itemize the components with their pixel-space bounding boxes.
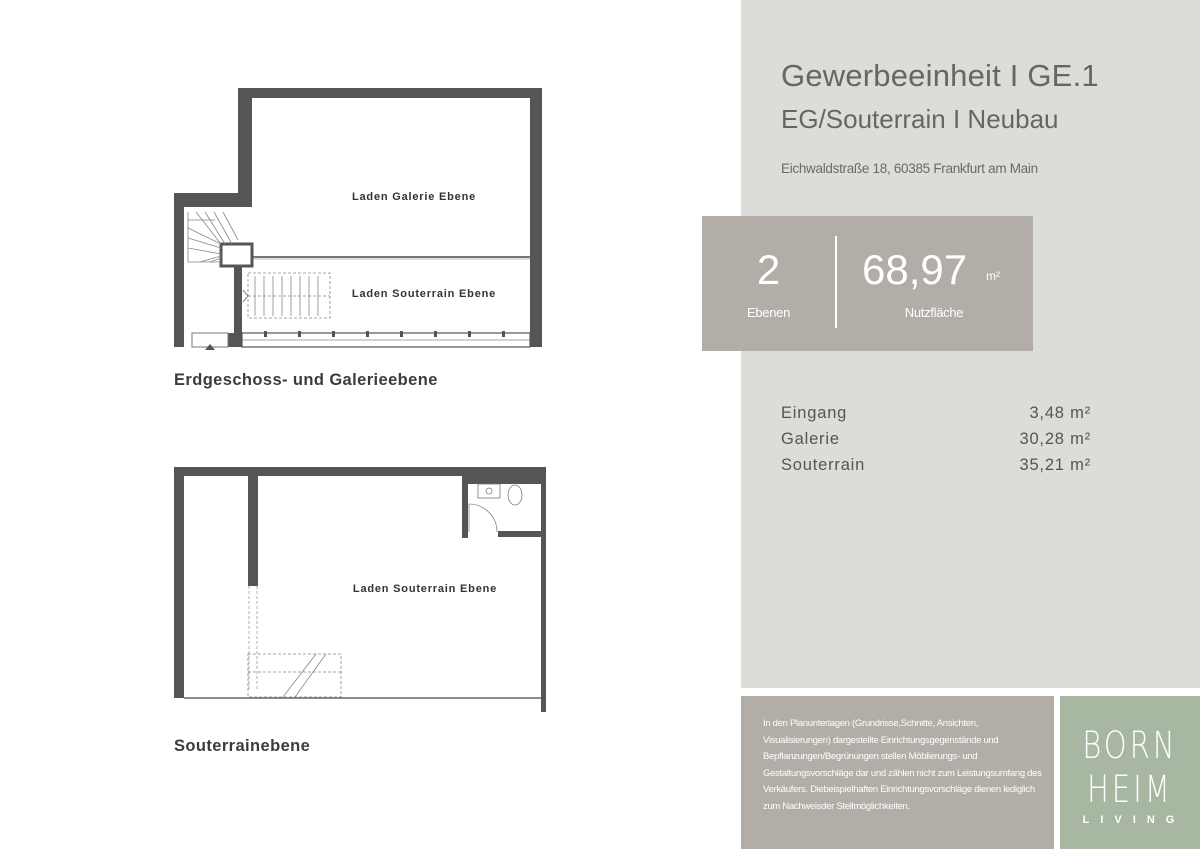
area-row bbox=[781, 430, 1091, 456]
bornheim-living-logo bbox=[1060, 696, 1200, 849]
stats-box bbox=[702, 216, 1033, 351]
address: Eichwaldstraße 18, 60385 Frankfurt am Main bbox=[781, 161, 1038, 176]
area-value: 30,28 m² bbox=[1019, 430, 1091, 448]
area-row bbox=[781, 456, 1091, 482]
plan-lower-caption: Souterrainebene bbox=[174, 737, 311, 755]
stair-spiral bbox=[188, 212, 238, 262]
area-list bbox=[781, 404, 1091, 482]
area-name: Souterrain bbox=[781, 456, 866, 474]
area-unit: m² bbox=[986, 269, 1000, 283]
area-value: 35,21 m² bbox=[1019, 456, 1091, 474]
plan-upper-facade bbox=[192, 331, 530, 350]
area-value: 68,97 bbox=[862, 246, 968, 293]
plan-upper-walls bbox=[174, 88, 542, 347]
plan-lower-wc bbox=[462, 476, 541, 538]
plan-upper bbox=[174, 88, 542, 350]
page-subtitle: EG/Souterrain I Neubau bbox=[781, 104, 1059, 134]
plan-lower-stair bbox=[248, 654, 341, 697]
plan-upper-label-gallery: Laden Galerie Ebene bbox=[351, 191, 477, 203]
plan-upper-caption: Erdgeschoss- und Galerieebene bbox=[174, 371, 438, 389]
disclaimer-box bbox=[741, 696, 1054, 849]
page-title: Gewerbeeinheit I GE.1 bbox=[781, 58, 1099, 93]
area-value: 3,48 m² bbox=[1029, 404, 1091, 422]
logo-line-2: HEIM bbox=[1087, 768, 1173, 811]
disclaimer-text: In den Planunterlagen (Grundrisse,Schnitte, Ansichten, Visualisierungen) dargestellte Einrichtungsgegenstände und Bepflanzungen/Begrünungen stellen Möblierungs- und Gestaltungsvorschläge dar und zählen nicht zum Leistungsumfang des Verkäufers. Diebeispielhaften Einrichtungsvorschläge dienen lediglich zum Nachweisder Stellmöglichkeiten. bbox=[763, 718, 1042, 812]
plan-lower bbox=[174, 467, 546, 712]
area-name: Galerie bbox=[781, 430, 840, 448]
levels-label: Ebenen bbox=[746, 305, 791, 320]
logo-line-1: BORN bbox=[1082, 724, 1178, 767]
area-label: Nutzfläche bbox=[904, 305, 964, 320]
plan-lower-label-souterrain: Laden Souterrain Ebene bbox=[352, 583, 498, 595]
area-name: Eingang bbox=[781, 404, 848, 422]
logo-line-3: LIVING bbox=[1082, 814, 1186, 826]
stair-straight bbox=[243, 273, 330, 318]
levels-value: 2 bbox=[756, 246, 781, 293]
plan-upper-label-souterrain: Laden Souterrain Ebene bbox=[351, 288, 497, 300]
area-row bbox=[781, 404, 1091, 430]
